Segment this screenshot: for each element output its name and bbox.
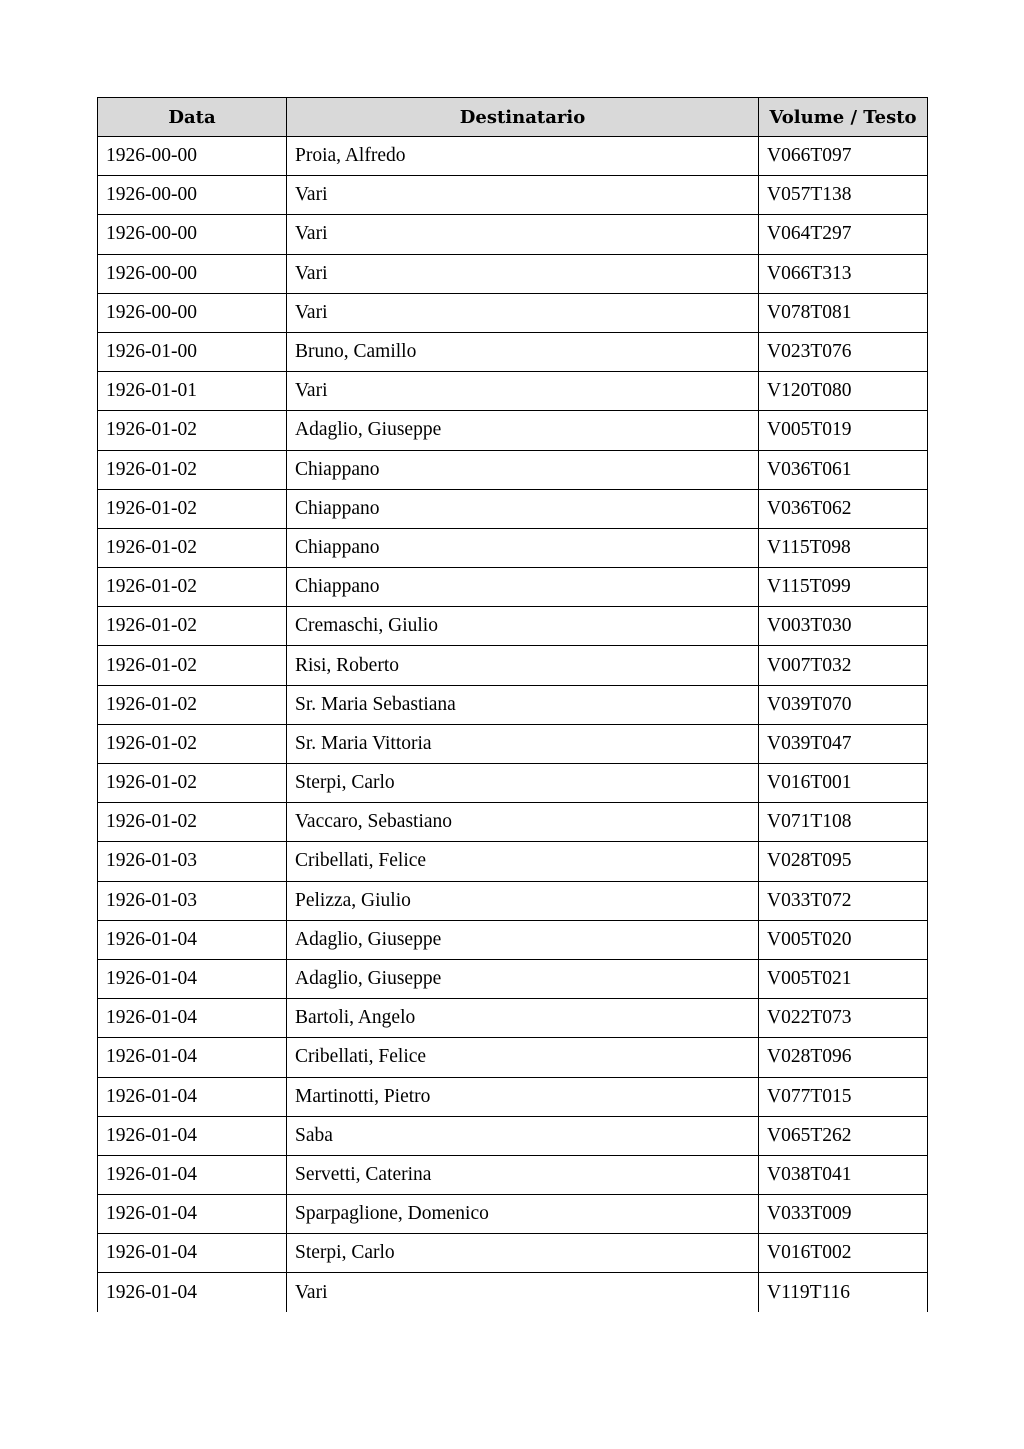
cell-date: 1926-01-03 [98,881,287,920]
cell-recipient: Chiappano [287,489,759,528]
cell-recipient: Sparpaglione, Domenico [287,1195,759,1234]
cell-date: 1926-01-04 [98,1077,287,1116]
cell-date: 1926-00-00 [98,176,287,215]
cell-date: 1926-00-00 [98,215,287,254]
cell-volume-text: V022T073 [759,999,928,1038]
cell-recipient: Chiappano [287,568,759,607]
cell-volume-text: V115T099 [759,568,928,607]
cell-volume-text: V016T002 [759,1234,928,1273]
cell-recipient: Bartoli, Angelo [287,999,759,1038]
cell-date: 1926-01-04 [98,1038,287,1077]
cell-volume-text: V064T297 [759,215,928,254]
cell-date: 1926-01-02 [98,411,287,450]
cell-volume-text: V033T009 [759,1195,928,1234]
header-destinatario: Destinatario [287,98,759,137]
table-row [98,137,928,176]
cell-date: 1926-01-02 [98,568,287,607]
cell-volume-text: V039T070 [759,685,928,724]
cell-date: 1926-01-04 [98,959,287,998]
cell-recipient: Proia, Alfredo [287,137,759,176]
cell-date: 1926-01-04 [98,1273,287,1312]
cell-date: 1926-01-04 [98,1195,287,1234]
cell-recipient: Servetti, Caterina [287,1155,759,1194]
table-row [98,959,928,998]
table-row [98,215,928,254]
cell-date: 1926-01-02 [98,803,287,842]
cell-volume-text: V028T096 [759,1038,928,1077]
table-body [98,137,928,1313]
table-row [98,646,928,685]
cell-recipient: Cribellati, Felice [287,1038,759,1077]
table-row [98,411,928,450]
table-row [98,568,928,607]
cell-recipient: Chiappano [287,528,759,567]
cell-recipient: Vari [287,1273,759,1312]
cell-volume-text: V023T076 [759,332,928,371]
table-row [98,764,928,803]
cell-recipient: Sr. Maria Sebastiana [287,685,759,724]
cell-date: 1926-00-00 [98,137,287,176]
table-row [98,607,928,646]
document-page [97,97,927,1312]
cell-recipient: Sr. Maria Vittoria [287,724,759,763]
cell-recipient: Vari [287,372,759,411]
cell-volume-text: V036T061 [759,450,928,489]
cell-volume-text: V119T116 [759,1273,928,1312]
table-row [98,1234,928,1273]
table-row [98,1038,928,1077]
cell-recipient: Adaglio, Giuseppe [287,920,759,959]
cell-date: 1926-01-02 [98,724,287,763]
table-row [98,489,928,528]
cell-recipient: Vari [287,176,759,215]
cell-date: 1926-00-00 [98,254,287,293]
cell-recipient: Cremaschi, Giulio [287,607,759,646]
cell-volume-text: V078T081 [759,293,928,332]
cell-recipient: Vari [287,215,759,254]
cell-volume-text: V065T262 [759,1116,928,1155]
header-data: Data [98,98,287,137]
cell-recipient: Saba [287,1116,759,1155]
cell-volume-text: V036T062 [759,489,928,528]
table-header [98,98,928,137]
table-row [98,254,928,293]
cell-recipient: Bruno, Camillo [287,332,759,371]
table-row [98,1116,928,1155]
cell-volume-text: V066T097 [759,137,928,176]
cell-date: 1926-01-02 [98,764,287,803]
table-row [98,999,928,1038]
table-row [98,1273,928,1312]
cell-date: 1926-01-01 [98,372,287,411]
cell-date: 1926-01-04 [98,1234,287,1273]
cell-volume-text: V115T098 [759,528,928,567]
table-row [98,803,928,842]
table-row [98,332,928,371]
cell-volume-text: V007T032 [759,646,928,685]
cell-recipient: Vari [287,293,759,332]
cell-recipient: Sterpi, Carlo [287,764,759,803]
cell-volume-text: V077T015 [759,1077,928,1116]
cell-date: 1926-01-04 [98,1116,287,1155]
header-row [98,98,928,137]
cell-date: 1926-01-03 [98,842,287,881]
table-row [98,842,928,881]
cell-volume-text: V033T072 [759,881,928,920]
cell-volume-text: V003T030 [759,607,928,646]
table-row [98,528,928,567]
table-row [98,1155,928,1194]
table-row [98,1077,928,1116]
cell-volume-text: V016T001 [759,764,928,803]
cell-recipient: Adaglio, Giuseppe [287,959,759,998]
cell-date: 1926-01-04 [98,999,287,1038]
cell-volume-text: V038T041 [759,1155,928,1194]
table-row [98,372,928,411]
cell-recipient: Sterpi, Carlo [287,1234,759,1273]
cell-recipient: Martinotti, Pietro [287,1077,759,1116]
cell-recipient: Pelizza, Giulio [287,881,759,920]
cell-date: 1926-01-04 [98,920,287,959]
cell-volume-text: V005T019 [759,411,928,450]
cell-date: 1926-00-00 [98,293,287,332]
cell-volume-text: V071T108 [759,803,928,842]
cell-recipient: Adaglio, Giuseppe [287,411,759,450]
cell-date: 1926-01-02 [98,646,287,685]
table-row [98,881,928,920]
cell-volume-text: V066T313 [759,254,928,293]
cell-volume-text: V028T095 [759,842,928,881]
cell-volume-text: V039T047 [759,724,928,763]
cell-recipient: Vari [287,254,759,293]
cell-date: 1926-01-02 [98,685,287,724]
cell-volume-text: V120T080 [759,372,928,411]
table-row [98,176,928,215]
table-row [98,724,928,763]
cell-volume-text: V005T021 [759,959,928,998]
table-row [98,1195,928,1234]
cell-recipient: Vaccaro, Sebastiano [287,803,759,842]
cell-date: 1926-01-02 [98,489,287,528]
cell-date: 1926-01-02 [98,607,287,646]
cell-date: 1926-01-00 [98,332,287,371]
cell-date: 1926-01-02 [98,450,287,489]
cell-date: 1926-01-02 [98,528,287,567]
cell-recipient: Cribellati, Felice [287,842,759,881]
cell-volume-text: V057T138 [759,176,928,215]
cell-recipient: Chiappano [287,450,759,489]
header-volume-testo: Volume / Testo [759,98,928,137]
letters-table [97,97,928,1312]
table-row [98,920,928,959]
cell-recipient: Risi, Roberto [287,646,759,685]
table-row [98,293,928,332]
cell-volume-text: V005T020 [759,920,928,959]
cell-date: 1926-01-04 [98,1155,287,1194]
table-row [98,450,928,489]
table-row [98,685,928,724]
